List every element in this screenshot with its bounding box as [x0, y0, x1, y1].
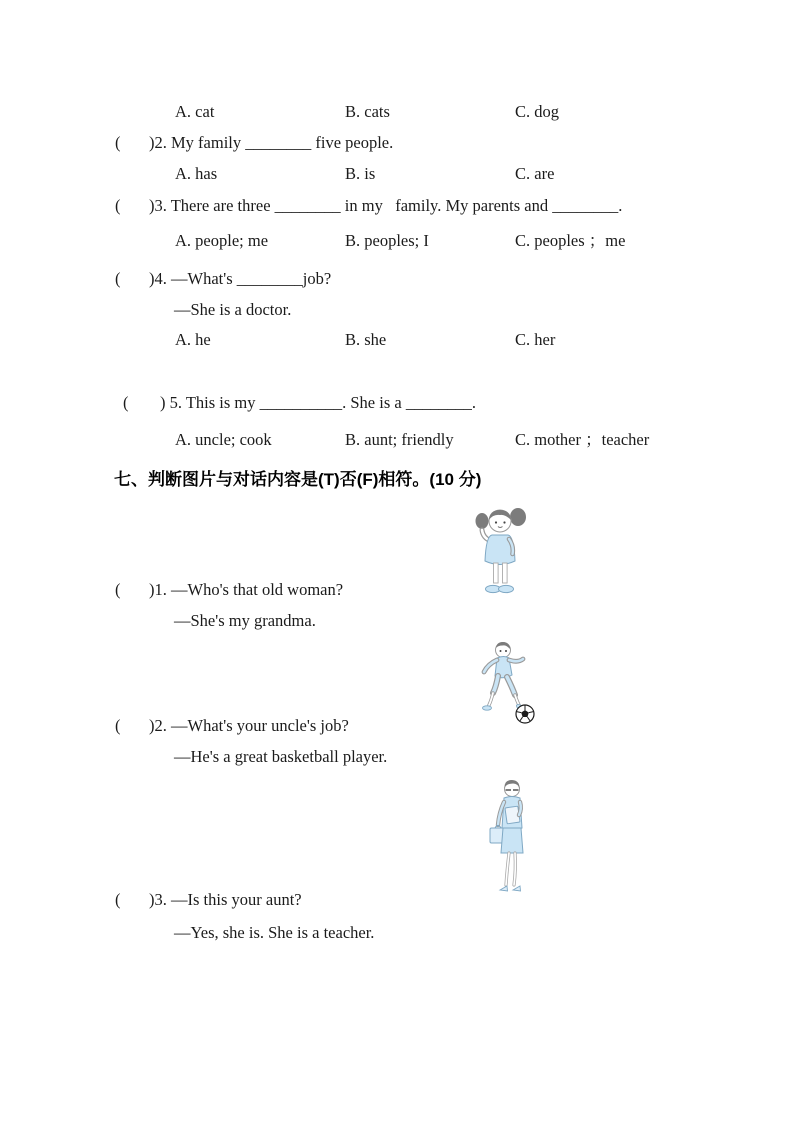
q3-text: )3. There are three ________ in my family. My parents and ________.	[149, 196, 623, 215]
q5-option-b: B. aunt; friendly	[345, 430, 454, 449]
question-3-row	[0, 195, 793, 217]
q2-option-a: A. has	[175, 164, 218, 183]
section-seven-heading: 七、判断图片与对话内容是(T)否(F)相符。(10 分)	[114, 470, 482, 489]
s7-q2-text: )2. —What's your uncle's job?	[149, 716, 349, 735]
s7-q2-reply: —He's a great basketball player.	[174, 747, 388, 766]
q5-answer-bracket: (	[123, 393, 129, 412]
q3-option-c: C. peoples ；me	[515, 231, 626, 250]
q5-option-a: A. uncle; cook	[175, 430, 272, 449]
question-2-row	[0, 132, 793, 154]
s7-q3-answer-bracket: (	[115, 890, 121, 909]
q1-options-row	[0, 101, 793, 123]
s7-q2-answer-bracket: (	[115, 716, 121, 735]
s7-q1-answer-bracket: (	[115, 580, 121, 599]
q5-option-c: C. mother ；teacher	[515, 430, 650, 449]
q1-option-c: C. dog	[515, 102, 560, 121]
q2-text: )2. My family ________ five people.	[149, 133, 394, 152]
q4-answer-bracket: (	[115, 269, 121, 288]
woman-teacher-with-bag-icon	[489, 778, 535, 902]
q3-options-row	[0, 230, 793, 252]
illustration-woman	[489, 778, 535, 907]
s7-reply-3-row	[0, 922, 793, 944]
q4-option-c: C. her	[515, 330, 556, 349]
question-5-row	[0, 392, 793, 414]
q4-text: )4. —What's ________job?	[149, 269, 332, 288]
q4-option-a: A. he	[175, 330, 211, 349]
question-4-row	[0, 268, 793, 290]
q5-options-row	[0, 429, 793, 451]
q4-reply: —She is a doctor.	[174, 300, 292, 319]
q2-answer-bracket: (	[115, 133, 121, 152]
s7-reply-1-row	[0, 610, 793, 632]
s7-q3-text: )3. —Is this your aunt?	[149, 890, 302, 909]
q2-option-b: B. is	[345, 164, 376, 183]
q3-option-a: A. people; me	[175, 231, 269, 250]
q4-option-b: B. she	[345, 330, 387, 349]
s7-question-1-row	[0, 579, 793, 601]
s7-reply-2-row	[0, 746, 793, 768]
q5-text: ) 5. This is my __________. She is a ________.	[160, 393, 476, 412]
s7-q1-text: )1. —Who's that old woman?	[149, 580, 344, 599]
q2-options-row	[0, 163, 793, 185]
s7-q1-reply: —She's my grandma.	[174, 611, 316, 630]
q1-option-a: A. cat	[175, 102, 215, 121]
q4-options-row	[0, 329, 793, 351]
q3-answer-bracket: (	[115, 196, 121, 215]
q1-option-b: B. cats	[345, 102, 390, 121]
s7-question-2-row	[0, 715, 793, 737]
q2-option-c: C. are	[515, 164, 555, 183]
s7-q3-reply: —Yes, she is. She is a teacher.	[174, 923, 375, 942]
q4-reply-row	[0, 299, 793, 321]
s7-question-3-row	[0, 889, 793, 911]
q3-option-b: B. peoples; I	[345, 231, 429, 250]
